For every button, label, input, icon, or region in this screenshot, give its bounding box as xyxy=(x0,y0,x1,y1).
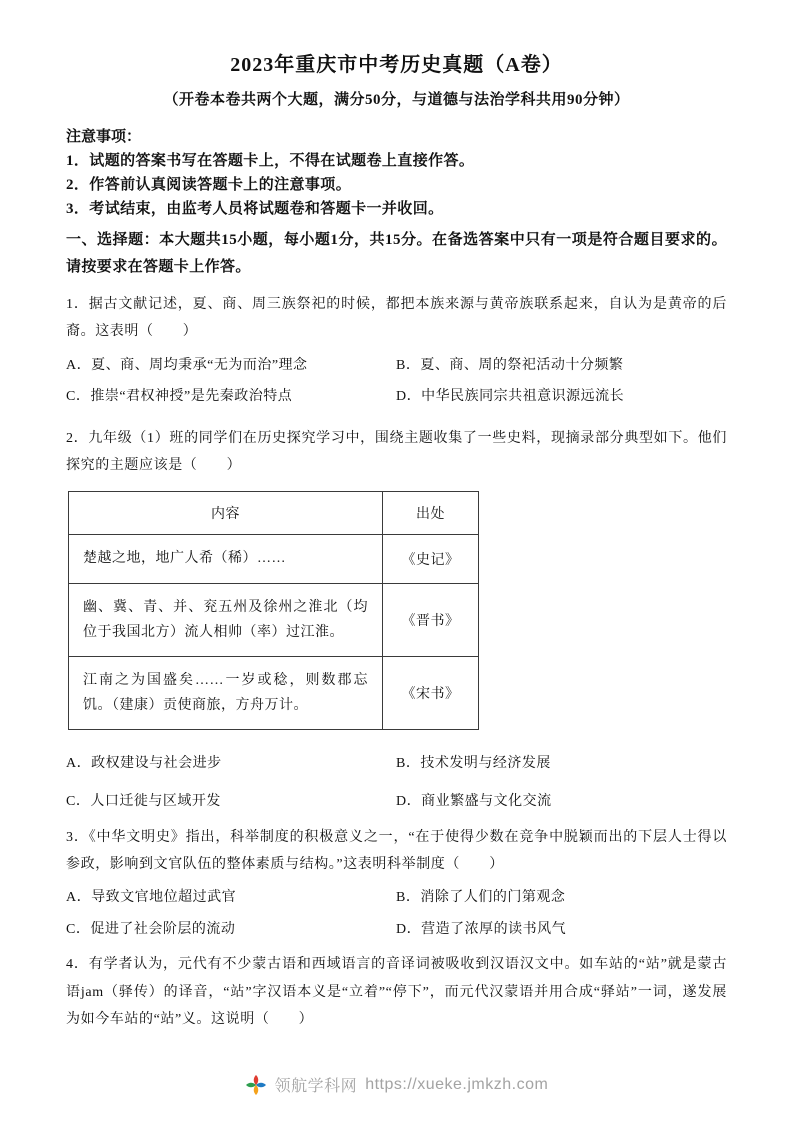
question-1-option-d: D．中华民族同宗共祖意识源远流长 xyxy=(396,389,625,405)
question-1-option-a: A．夏、商、周均秉承“无为而治”理念 xyxy=(66,357,308,373)
question-2-option-b: B．技术发明与经济发展 xyxy=(396,756,551,772)
question-3-options xyxy=(66,888,727,939)
question-3-option-b: B．消除了人们的门第观念 xyxy=(396,890,566,906)
table-row-3-source: 《宋书》 xyxy=(383,656,479,729)
question-1-stem: 1．据古文献记述，夏、商、周三族祭祀的时候，都把本族来源与黄帝族联系起来，自认为是黄帝的后裔。这表明（ ） xyxy=(66,297,727,340)
question-3-option-c: C．促进了社会阶层的流动 xyxy=(66,921,236,937)
question-1-option-b: B．夏、商、周的祭祀活动十分频繁 xyxy=(396,357,624,373)
table-row-1-content: 楚越之地，地广人希（稀）…… xyxy=(69,535,383,583)
source-table xyxy=(68,491,479,730)
question-2-options xyxy=(66,754,727,811)
question-1-option-c: C．推崇“君权神授”是先秦政治特点 xyxy=(66,389,293,405)
table-row-2-source: 《晋书》 xyxy=(383,583,479,656)
question-2-option-d: D．商业繁盛与文化交流 xyxy=(396,793,552,809)
page-title: 2023年重庆市中考历史真题（A卷） xyxy=(230,54,563,76)
table-header-content: 内容 xyxy=(69,492,383,535)
site-logo-icon xyxy=(245,1074,267,1096)
table-row-3-content: 江南之为国盛矣……一岁或稔，则数郡忘饥。（建康）贡使商旅，方舟万计。 xyxy=(69,656,383,729)
footer-url: https://xueke.jmkzh.com xyxy=(365,1075,549,1093)
notice-heading: 注意事项： xyxy=(66,129,142,145)
question-2-stem: 2．九年级（1）班的同学们在历史探究学习中，围绕主题收集了一些史料，现摘录部分典型如下。他们探究的主题应该是（ ） xyxy=(66,430,727,474)
question-1-options xyxy=(66,356,727,407)
table-row-1-source: 《史记》 xyxy=(383,535,479,583)
page-subtitle: （开卷本卷共两个大题，满分50分，与道德与法治学科共用90分钟） xyxy=(163,92,630,108)
question-3-option-a: A．导致文官地位超过武官 xyxy=(66,890,237,906)
notice-item-2: 2．作答前认真阅读答题卡上的注意事项。 xyxy=(66,177,352,193)
notice-item-3: 3．考试结束，由监考人员将试题卷和答题卡一并收回。 xyxy=(66,201,444,217)
table-row-2-content: 幽、冀、青、并、兖五州及徐州之淮北（均位于我国北方）流人相帅（率）过江淮。 xyxy=(69,583,383,656)
table-row-3 xyxy=(69,656,479,729)
question-3-stem: 3．《中华文明史》指出，科举制度的积极意义之一，“在于使得少数在竞争中脱颖而出的下层人士得以参政，影响到文官队伍的整体素质与结构。”这表明科举制度（ ） xyxy=(66,829,727,872)
footer-site-name: 领航学科网 xyxy=(274,1078,358,1095)
section-heading: 一、选择题：本大题共15小题，每小题1分，共15分。在备选答案中只有一项是符合题目要求的。请按要求在答题卡上作答。 xyxy=(66,232,727,275)
table-header-row xyxy=(69,492,479,535)
question-2-option-c: C．人口迁徙与区域开发 xyxy=(66,793,221,809)
question-2-option-a: A．政权建设与社会进步 xyxy=(66,756,222,772)
table-row-1 xyxy=(69,535,479,583)
question-3-option-d: D．营造了浓厚的读书风气 xyxy=(396,921,567,937)
table-row-2 xyxy=(69,583,479,656)
table-header-source: 出处 xyxy=(383,492,479,535)
page-footer xyxy=(0,1073,793,1096)
question-4-stem: 4．有学者认为，元代有不少蒙古语和西域语言的音译词被吸收到汉语汉文中。如车站的“站”就是蒙古语jam（驿传）的译音，“站”字汉语本义是“立着”“停下”，而元代汉蒙语并用合成“驿站”一词，遂发展为如今车站的“站”义。这说明（ ） xyxy=(66,957,727,1027)
notice-item-1: 1．试题的答案书写在答题卡上，不得在试题卷上直接作答。 xyxy=(66,153,475,169)
